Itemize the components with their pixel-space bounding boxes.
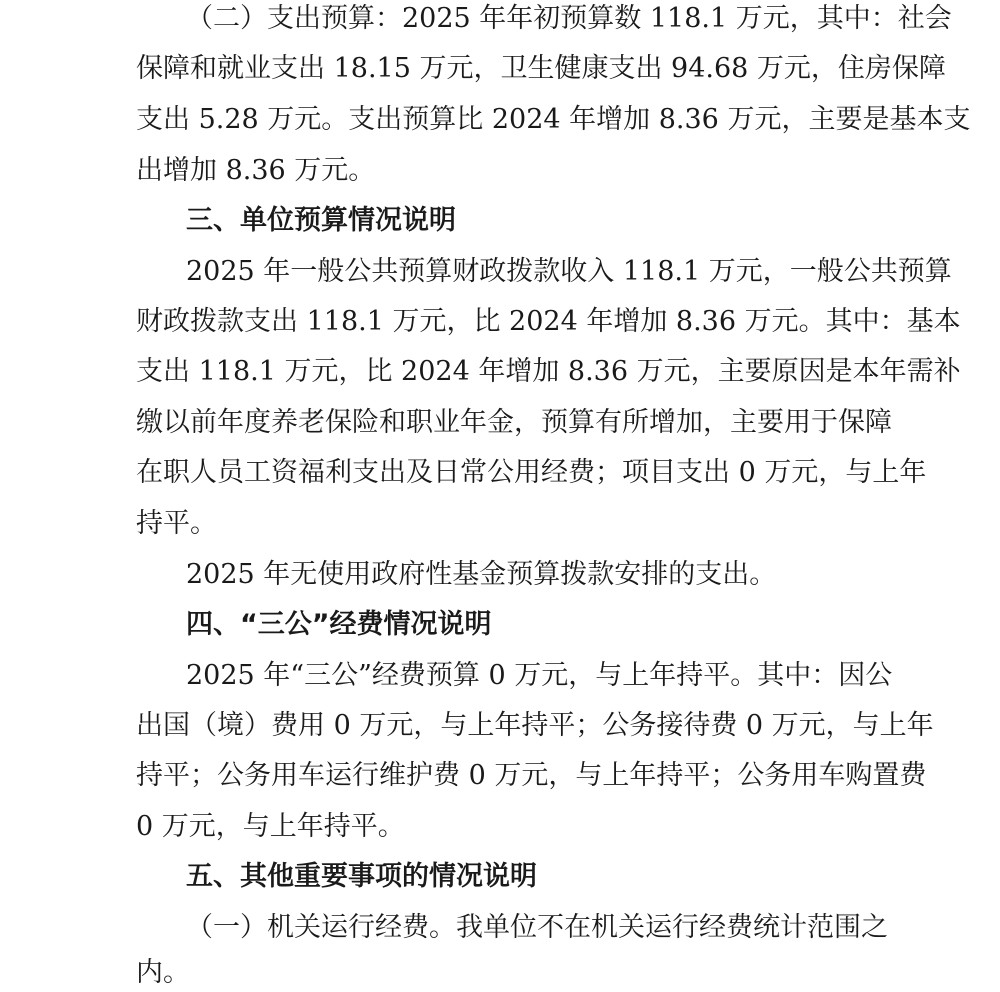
- three-public-line-4: 0 万元，与上年持平。: [136, 811, 405, 842]
- expenditure-line-1: （二）支出预算：2025 年年初预算数 118.1 万元，其中：社会: [186, 3, 952, 34]
- section-heading-other-matters: 五、其他重要事项的情况说明: [186, 861, 537, 892]
- unit-budget-line-4: 缴以前年度养老保险和职业年金，预算有所增加，主要用于保障: [136, 407, 892, 438]
- unit-budget-line-5: 在职人员工资福利支出及日常公用经费；项目支出 0 万元，与上年: [136, 457, 927, 488]
- three-public-line-1: 2025 年“三公”经费预算 0 万元，与上年持平。其中：因公: [186, 660, 893, 691]
- unit-budget-line-3: 支出 118.1 万元，比 2024 年增加 8.36 万元，主要原因是本年需补: [136, 356, 961, 387]
- section-heading-three-public: 四、“三公”经费情况说明: [186, 609, 492, 640]
- three-public-line-2: 出国（境）费用 0 万元，与上年持平；公务接待费 0 万元，与上年: [136, 710, 934, 741]
- unit-budget-line-2: 财政拨款支出 118.1 万元，比 2024 年增加 8.36 万元。其中：基本: [136, 306, 961, 337]
- unit-budget-line-1: 2025 年一般公共预算财政拨款收入 118.1 万元，一般公共预算: [186, 256, 952, 287]
- expenditure-line-3: 支出 5.28 万元。支出预算比 2024 年增加 8.36 万元，主要是基本支: [136, 104, 971, 135]
- fund-paragraph: 2025 年无使用政府性基金预算拨款安排的支出。: [186, 559, 777, 590]
- section-heading-unit-budget: 三、单位预算情况说明: [186, 205, 456, 236]
- three-public-line-3: 持平；公务用车运行维护费 0 万元，与上年持平；公务用车购置费: [136, 760, 927, 791]
- operating-line-2: 内。: [136, 957, 190, 988]
- unit-budget-line-6: 持平。: [136, 508, 217, 539]
- expenditure-line-2: 保障和就业支出 18.15 万元，卫生健康支出 94.68 万元，住房保障: [136, 53, 946, 84]
- expenditure-line-4: 出增加 8.36 万元。: [136, 155, 376, 186]
- operating-line-1: （一）机关运行经费。我单位不在机关运行经费统计范围之: [186, 912, 888, 943]
